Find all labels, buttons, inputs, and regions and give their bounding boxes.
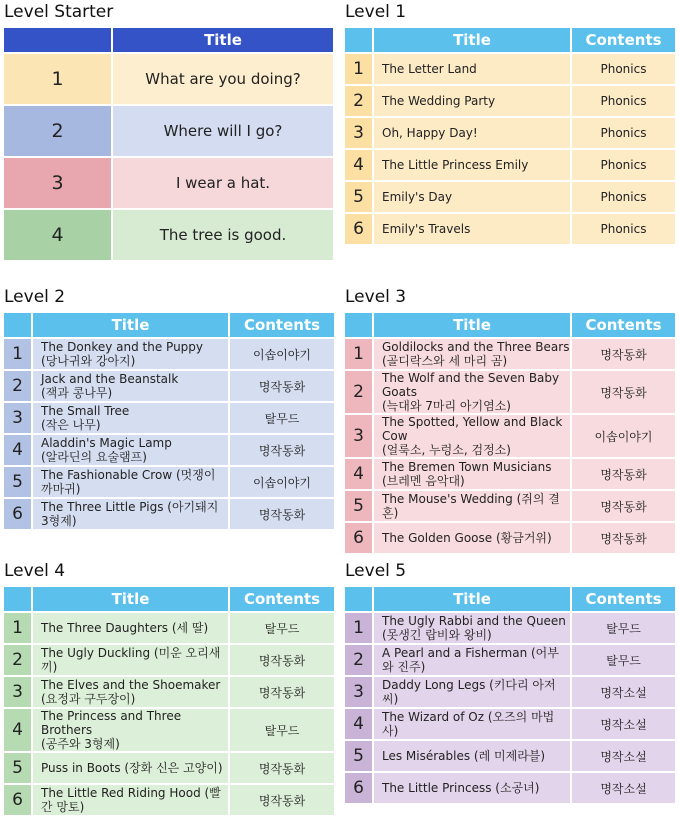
row-number: 3 xyxy=(345,118,372,148)
level-starter-table xyxy=(2,26,335,262)
row-number: 4 xyxy=(345,459,372,489)
row-contents: 이솝이야기 xyxy=(230,467,334,497)
row-number: 3 xyxy=(4,403,31,433)
level-starter-heading: Level Starter xyxy=(4,2,114,22)
row-title xyxy=(374,371,570,413)
row-contents: 명작동화 xyxy=(230,785,334,815)
title-en: The Ugly Duckling (미운 오리새끼) xyxy=(41,646,221,674)
table-row xyxy=(345,182,675,212)
table-row xyxy=(345,118,675,148)
row-number: 3 xyxy=(345,415,372,457)
header-blank xyxy=(345,28,372,52)
title-en: The Wedding Party xyxy=(382,94,496,108)
table-row xyxy=(4,753,334,783)
header-blank xyxy=(345,587,372,611)
table-row xyxy=(4,106,333,156)
row-title xyxy=(33,435,228,465)
level-5-heading: Level 5 xyxy=(345,561,407,581)
row-title xyxy=(33,645,228,675)
table-row xyxy=(4,435,334,465)
row-number: 2 xyxy=(4,106,111,156)
row-contents: 명작소설 xyxy=(572,741,675,771)
level-3-table xyxy=(343,311,677,555)
table-row xyxy=(345,491,675,521)
title-en: The Little Red Riding Hood (빨간 망토) xyxy=(41,786,221,814)
row-title: What are you doing? xyxy=(113,54,333,104)
row-number: 5 xyxy=(345,741,372,771)
row-contents: Phonics xyxy=(572,118,675,148)
row-title xyxy=(374,613,570,643)
row-title xyxy=(33,499,228,529)
row-contents: 명작소설 xyxy=(572,709,675,739)
row-contents: 탈무드 xyxy=(230,403,334,433)
level-2-section xyxy=(4,287,334,537)
row-title xyxy=(374,182,570,212)
title-ko: (알라딘의 요술램프) xyxy=(41,450,147,464)
row-title xyxy=(33,753,228,783)
level-3-heading: Level 3 xyxy=(345,287,407,307)
title-en: The Elves and the Shoemaker xyxy=(41,678,221,692)
row-title xyxy=(33,403,228,433)
row-title xyxy=(374,214,570,244)
header-title: Title xyxy=(33,587,228,611)
row-title xyxy=(33,467,228,497)
header-title: Title xyxy=(374,28,570,52)
table-row xyxy=(345,645,675,675)
title-en: Emily's Travels xyxy=(382,222,471,236)
table-row xyxy=(4,613,334,643)
row-contents: 이솝이야기 xyxy=(572,415,675,457)
row-title: The tree is good. xyxy=(113,210,333,260)
row-contents: 명작동화 xyxy=(230,677,334,707)
row-number: 5 xyxy=(4,753,31,783)
title-en: The Donkey and the Puppy xyxy=(41,340,204,354)
header-title: Title xyxy=(374,587,570,611)
level-3-section xyxy=(345,287,675,548)
row-contents: Phonics xyxy=(572,86,675,116)
title-en: The Spotted, Yellow and Black Cow xyxy=(382,415,563,443)
row-title xyxy=(374,677,570,707)
row-number: 6 xyxy=(345,773,372,803)
level-1-heading: Level 1 xyxy=(345,2,407,22)
row-number: 6 xyxy=(345,523,372,553)
title-ko: (늑대와 7마리 아기염소) xyxy=(382,399,511,413)
row-number: 5 xyxy=(4,467,31,497)
title-ko: (작은 나무) xyxy=(41,418,101,432)
row-contents: 탈무드 xyxy=(572,613,675,643)
table-row xyxy=(4,709,334,751)
row-title xyxy=(33,613,228,643)
row-number: 6 xyxy=(345,214,372,244)
title-en: Oh, Happy Day! xyxy=(382,126,478,140)
level-2-heading: Level 2 xyxy=(4,287,66,307)
level-4-heading: Level 4 xyxy=(4,561,66,581)
row-contents: Phonics xyxy=(572,214,675,244)
title-en: Aladdin's Magic Lamp xyxy=(41,436,172,450)
row-title xyxy=(374,54,570,84)
title-en: Jack and the Beanstalk xyxy=(41,372,179,386)
table-row xyxy=(4,210,333,260)
table-row xyxy=(345,459,675,489)
table-row xyxy=(345,339,675,369)
row-number: 6 xyxy=(4,785,31,815)
header-contents: Contents xyxy=(230,587,334,611)
row-number: 4 xyxy=(345,150,372,180)
title-ko: (브레멘 음악대) xyxy=(382,474,465,488)
level-4-table xyxy=(2,585,336,817)
title-en: The Little Princess Emily xyxy=(382,158,529,172)
row-number: 2 xyxy=(345,371,372,413)
title-en: The Mouse's Wedding (쥐의 결혼) xyxy=(382,492,560,520)
row-contents: 명작동화 xyxy=(572,491,675,521)
row-number: 1 xyxy=(4,339,31,369)
level-5-table xyxy=(343,585,677,805)
table-row xyxy=(4,54,333,104)
title-ko: (골디락스와 세 마리 곰) xyxy=(382,354,508,368)
row-contents: Phonics xyxy=(572,182,675,212)
row-title xyxy=(33,371,228,401)
row-title xyxy=(33,677,228,707)
title-en: Emily's Day xyxy=(382,190,453,204)
level-5-section xyxy=(345,561,675,811)
table-row xyxy=(4,467,334,497)
table-row xyxy=(345,150,675,180)
title-en: A Pearl and a Fisherman (어부와 진주) xyxy=(382,646,559,674)
table-row xyxy=(345,214,675,244)
row-number: 4 xyxy=(4,709,31,751)
row-number: 4 xyxy=(345,709,372,739)
table-row xyxy=(4,339,334,369)
row-contents: 명작동화 xyxy=(230,371,334,401)
header-title: Title xyxy=(113,28,333,52)
title-en: Goldilocks and the Three Bears xyxy=(382,340,570,354)
title-en: The Letter Land xyxy=(382,62,477,76)
row-title xyxy=(374,150,570,180)
table-row xyxy=(4,403,334,433)
title-ko: (못생긴 랍비와 왕비) xyxy=(382,628,492,642)
title-ko: (얼룩소, 누렁소, 검정소) xyxy=(382,443,511,457)
table-row xyxy=(345,741,675,771)
row-title xyxy=(374,491,570,521)
title-en: The Three Daughters (세 딸) xyxy=(41,621,209,635)
row-contents: Phonics xyxy=(572,150,675,180)
row-title: Where will I go? xyxy=(113,106,333,156)
row-number: 3 xyxy=(345,677,372,707)
row-contents: 명작동화 xyxy=(230,435,334,465)
level-4-section xyxy=(4,561,334,814)
title-en: The Fashionable Crow (멋쟁이 까마귀) xyxy=(41,468,216,496)
row-number: 3 xyxy=(4,677,31,707)
row-number: 6 xyxy=(4,499,31,529)
row-number: 5 xyxy=(345,182,372,212)
row-number: 5 xyxy=(345,491,372,521)
table-row xyxy=(345,523,675,553)
row-number: 1 xyxy=(345,613,372,643)
row-number: 4 xyxy=(4,210,111,260)
row-number: 2 xyxy=(4,645,31,675)
row-number: 4 xyxy=(4,435,31,465)
row-number: 1 xyxy=(345,54,372,84)
row-contents: 명작소설 xyxy=(572,773,675,803)
title-en: The Wolf and the Seven Baby Goats xyxy=(382,371,560,399)
row-contents: 명작소설 xyxy=(572,677,675,707)
table-row xyxy=(345,415,675,457)
row-contents: 탈무드 xyxy=(572,645,675,675)
row-title xyxy=(374,415,570,457)
row-contents: 탈무드 xyxy=(230,709,334,751)
header-contents: Contents xyxy=(572,28,675,52)
title-ko: (잭과 콩나무) xyxy=(41,386,113,400)
row-contents: 명작동화 xyxy=(230,499,334,529)
row-number: 1 xyxy=(4,613,31,643)
table-row xyxy=(4,677,334,707)
row-number: 2 xyxy=(4,371,31,401)
title-en: The Golden Goose (황금거위) xyxy=(382,531,552,545)
header-contents: Contents xyxy=(230,313,334,337)
row-contents: 명작동화 xyxy=(572,339,675,369)
row-number: 1 xyxy=(4,54,111,104)
row-number: 1 xyxy=(345,339,372,369)
row-contents: 이솝이야기 xyxy=(230,339,334,369)
title-en: The Bremen Town Musicians xyxy=(382,460,552,474)
table-row xyxy=(345,677,675,707)
row-contents: 탈무드 xyxy=(230,613,334,643)
row-title xyxy=(374,709,570,739)
level-starter-section xyxy=(4,2,334,264)
table-row xyxy=(4,499,334,529)
row-title xyxy=(374,773,570,803)
title-en: The Three Little Pigs (아기돼지 3형제) xyxy=(41,500,219,528)
table-row xyxy=(345,773,675,803)
row-title xyxy=(374,339,570,369)
row-title xyxy=(374,645,570,675)
table-row xyxy=(4,371,334,401)
header-blank xyxy=(4,313,31,337)
title-en: The Little Princess (소공녀) xyxy=(382,781,540,795)
row-contents: 명작동화 xyxy=(230,753,334,783)
header-title: Title xyxy=(374,313,570,337)
level-2-table xyxy=(2,311,336,531)
level-1-table xyxy=(343,26,677,246)
row-title xyxy=(374,741,570,771)
row-title xyxy=(374,86,570,116)
table-row xyxy=(345,371,675,413)
row-contents: Phonics xyxy=(572,54,675,84)
header-contents: Contents xyxy=(572,313,675,337)
row-title: I wear a hat. xyxy=(113,158,333,208)
row-title xyxy=(374,118,570,148)
header-blank xyxy=(345,313,372,337)
header-blank xyxy=(4,28,111,52)
table-row xyxy=(345,709,675,739)
title-ko: (당나귀와 강아지) xyxy=(41,354,136,368)
title-en: Les Misérables (레 미제라블) xyxy=(382,749,546,763)
table-row xyxy=(345,54,675,84)
row-title xyxy=(33,785,228,815)
row-contents: 명작동화 xyxy=(572,459,675,489)
header-contents: Contents xyxy=(572,587,675,611)
table-row xyxy=(345,86,675,116)
row-contents: 명작동화 xyxy=(572,523,675,553)
title-en: The Ugly Rabbi and the Queen xyxy=(382,614,566,628)
title-ko: (요정과 구두장이) xyxy=(41,692,136,706)
title-en: Puss in Boots (장화 신은 고양이) xyxy=(41,761,223,775)
row-title xyxy=(33,709,228,751)
level-1-section xyxy=(345,2,675,252)
header-title: Title xyxy=(33,313,228,337)
row-contents: 명작동화 xyxy=(572,371,675,413)
table-row xyxy=(4,158,333,208)
row-title xyxy=(33,339,228,369)
row-number: 2 xyxy=(345,86,372,116)
row-title xyxy=(374,523,570,553)
title-en: The Princess and Three Brothers xyxy=(41,709,182,737)
row-contents: 명작동화 xyxy=(230,645,334,675)
title-en: The Small Tree xyxy=(41,404,130,418)
table-row xyxy=(345,613,675,643)
row-number: 3 xyxy=(4,158,111,208)
table-row xyxy=(4,785,334,815)
title-ko: (공주와 3형제) xyxy=(41,737,120,751)
row-number: 2 xyxy=(345,645,372,675)
title-en: The Wizard of Oz (오즈의 마법사) xyxy=(382,710,555,738)
title-en: Daddy Long Legs (키다리 아저씨) xyxy=(382,678,556,706)
header-blank xyxy=(4,587,31,611)
row-title xyxy=(374,459,570,489)
table-row xyxy=(4,645,334,675)
